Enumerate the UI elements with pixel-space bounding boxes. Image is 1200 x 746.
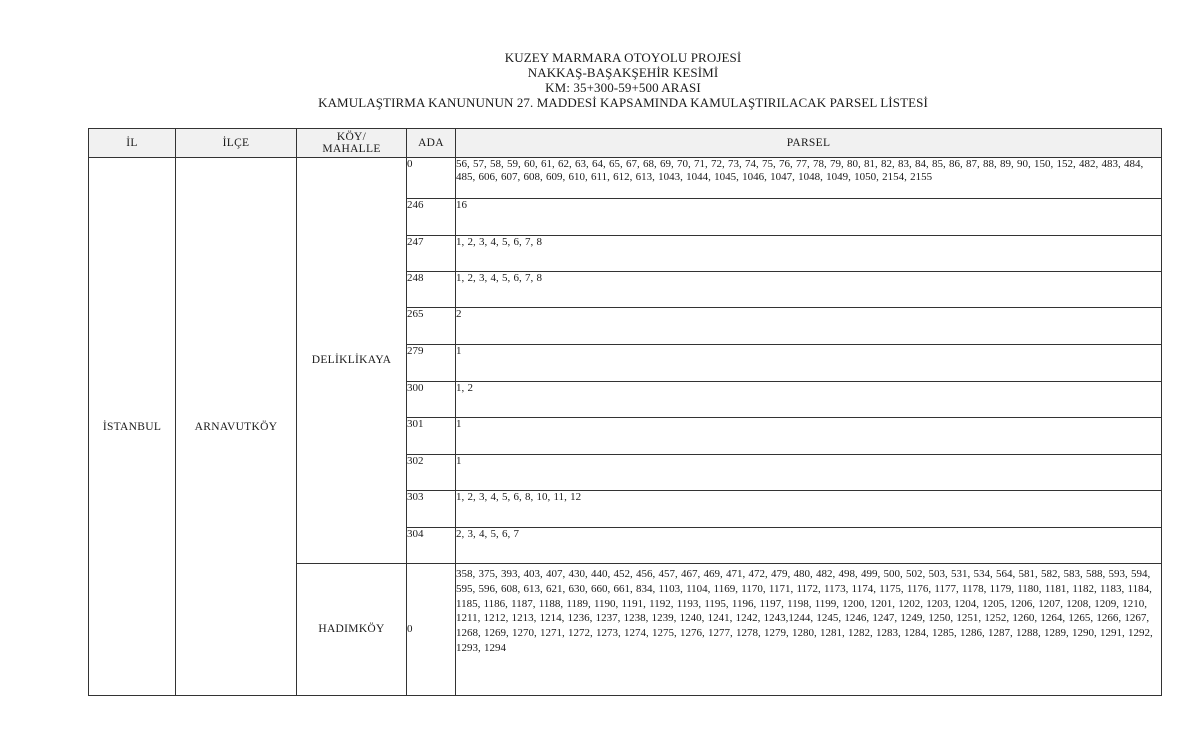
document-heading bbox=[0, 50, 1200, 110]
parsel-cell: 1, 2, 3, 4, 5, 6, 8, 10, 11, 12 bbox=[456, 491, 1162, 527]
ada-cell: 279 bbox=[407, 345, 456, 381]
ada-cell: 246 bbox=[407, 199, 456, 235]
ada-cell: 300 bbox=[407, 381, 456, 417]
col-header-koy: KÖY/ bbox=[336, 131, 367, 143]
ada-cell: 302 bbox=[407, 455, 456, 491]
ada-cell: 303 bbox=[407, 491, 456, 527]
col-header-ada: ADA bbox=[407, 129, 456, 158]
col-header-parsel: PARSEL bbox=[456, 129, 1162, 158]
col-header-ilce: İLÇE bbox=[176, 129, 297, 158]
table-row bbox=[89, 158, 1162, 199]
ada-cell: 301 bbox=[407, 417, 456, 454]
ada-cell: 248 bbox=[407, 271, 456, 307]
village-cell-hadimkoy: HADIMKÖY bbox=[297, 563, 407, 695]
ada-cell: 304 bbox=[407, 527, 456, 563]
parsel-cell: 2 bbox=[456, 308, 1162, 345]
heading-list-title: KAMULAŞTIRMA KANUNUNUN 27. MADDESİ KAPSAMINDA KAMULAŞTIRILACAK PARSEL LİSTESİ bbox=[318, 95, 928, 110]
parsel-cell: 1, 2 bbox=[456, 381, 1162, 417]
il-cell: İSTANBUL bbox=[89, 158, 176, 696]
ada-cell: 0 bbox=[407, 563, 456, 695]
village-cell-delliklikaya: DELİKLİKAYA bbox=[297, 158, 407, 564]
parsel-cell: 1 bbox=[456, 345, 1162, 381]
ilce-cell: ARNAVUTKÖY bbox=[176, 158, 297, 696]
parsel-cell: 1, 2, 3, 4, 5, 6, 7, 8 bbox=[456, 235, 1162, 271]
parsel-cell: 1 bbox=[456, 417, 1162, 454]
parsel-cell: 16 bbox=[456, 199, 1162, 235]
heading-section: NAKKAŞ-BAŞAKŞEHİR KESİMİ bbox=[527, 65, 719, 80]
parsel-cell: 358, 375, 393, 403, 407, 430, 440, 452, 456, 457, 467, 469, 471, 472, 479, 480, 482, 498, 499, 500, 502, 503, 531, 534, 564, 581, 582, 583, 588, 593, 594, 595, 596, 608, 613, 621, 630, 660, 661, 834, 1103, 1104, 1169, 1170, 1171, 1172, 1173, 1174, 1175, 1176, 1177, 1178, 1179, 1180, 1181, 1182, 1183, 1184, 1185, 1186, 1187, 1188, 1189, 1190, 1191, 1192, 1193, 1195, 1196, 1197, 1198, 1199, 1200, 1201, 1202, 1203, 1204, 1205, 1206, 1207, 1208, 1209, 1210, 1211, 1212, 1213, 1214, 1236, 1237, 1238, 1239, 1240, 1241, 1242, 1243,1244, 1245, 1246, 1247, 1249, 1250, 1251, 1252, 1260, 1264, 1265, 1266, 1267, 1268, 1269, 1270, 1271, 1272, 1273, 1274, 1275, 1276, 1277, 1278, 1279, 1280, 1281, 1282, 1283, 1284, 1285, 1286, 1287, 1288, 1289, 1290, 1291, 1292, 1293, 1294 bbox=[456, 563, 1162, 695]
parsel-cell: 2, 3, 4, 5, 6, 7 bbox=[456, 527, 1162, 563]
col-header-koy-mahalle bbox=[297, 129, 407, 158]
table-header-row bbox=[89, 129, 1162, 158]
ada-cell: 265 bbox=[407, 308, 456, 345]
heading-km-range: KM: 35+300-59+500 ARASI bbox=[545, 80, 701, 95]
parsel-cell: 1 bbox=[456, 455, 1162, 491]
ada-cell: 247 bbox=[407, 235, 456, 271]
parsel-cell: 56, 57, 58, 59, 60, 61, 62, 63, 64, 65, 67, 68, 69, 70, 71, 72, 73, 74, 75, 76, 77, 78, 79, 80, 81, 82, 83, 84, 85, 86, 87, 88, 89, 90, 150, 152, 482, 483, 484, 485, 606, 607, 608, 609, 610, 611, 612, 613, 1043, 1044, 1045, 1046, 1047, 1048, 1049, 1050, 2154, 2155 bbox=[456, 158, 1162, 199]
parcel-table bbox=[88, 128, 1162, 696]
ada-cell: 0 bbox=[407, 158, 456, 199]
heading-project: KUZEY MARMARA OTOYOLU PROJESİ bbox=[504, 50, 742, 65]
parsel-cell: 1, 2, 3, 4, 5, 6, 7, 8 bbox=[456, 271, 1162, 307]
col-header-mahalle: MAHALLE bbox=[322, 143, 381, 155]
col-header-il: İL bbox=[89, 129, 176, 158]
